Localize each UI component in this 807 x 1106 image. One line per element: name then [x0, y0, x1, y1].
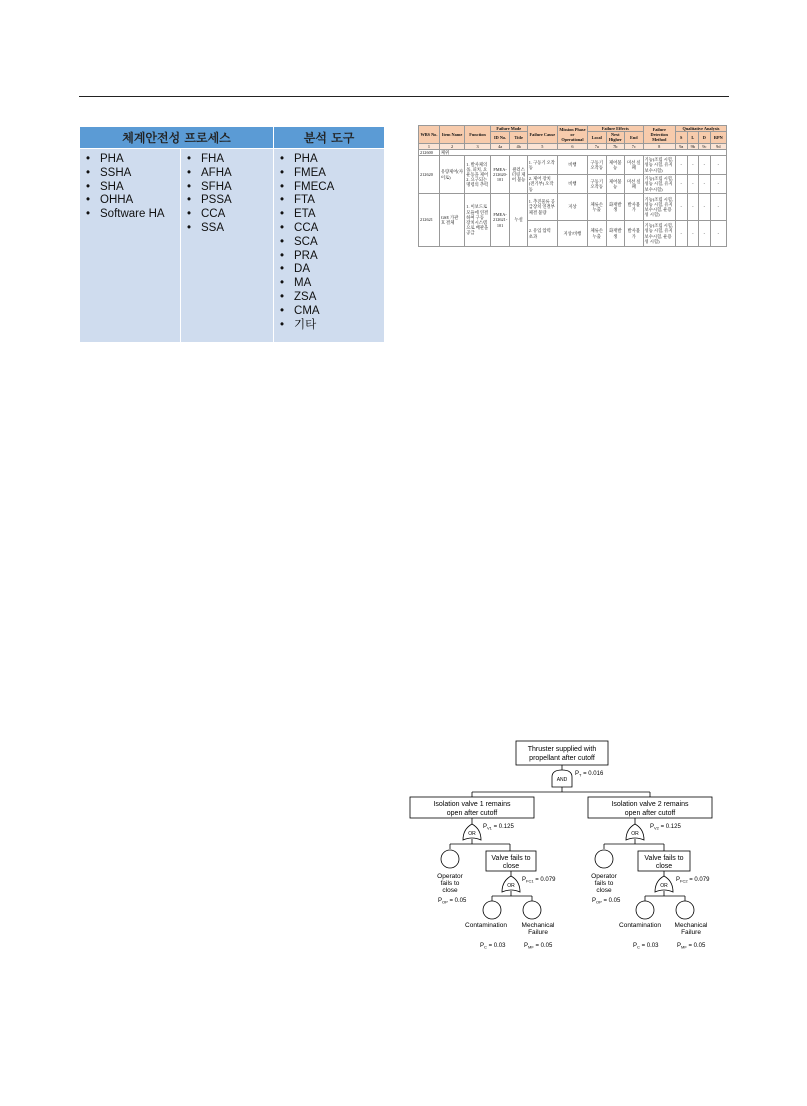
operator-line3: close — [596, 887, 612, 894]
mechanical-basic-event — [523, 901, 541, 919]
fmea-cell: 누설 — [510, 194, 527, 247]
fmea-col-num: 9d — [710, 143, 726, 149]
p-top-label: $P_T = 0.016$ — [575, 771, 604, 778]
p-fc1-label: $P_{FC1} = 0.079$ — [522, 877, 556, 884]
iso2-line1: Isolation valve 2 remains — [611, 801, 689, 808]
fmea-cell: 2. 유입 압력 초과 — [527, 221, 557, 247]
fmea-col-num: 4a — [490, 143, 510, 149]
fmea-cell: 기능(조립 시험, 성능 시험, 유지보수시험, 운용성 시험) — [643, 194, 675, 221]
operator-line2: fails to — [440, 880, 460, 887]
fmea-h-local: Local — [587, 132, 606, 143]
process-item: • Software HA — [86, 208, 180, 222]
fmea-h-failure-mode: Failure Mode — [490, 126, 527, 132]
fmea-table — [418, 125, 727, 247]
contamination-basic-event — [483, 901, 501, 919]
fmea-cell: - — [710, 194, 726, 221]
contamination-label: Contamination — [465, 922, 507, 929]
fmea-col-num: 9c — [699, 143, 711, 149]
or-gate-label: OR — [660, 883, 668, 889]
fmea-cell: 비행 — [557, 175, 587, 194]
fmea-cell: - — [699, 156, 711, 175]
fmea-cell: - — [687, 194, 699, 221]
fmea-cell: 1. 이보드로 모듈에 연결하여 구동 장치시스템으로 배관을 공급 — [465, 194, 490, 247]
p-mf-label: $P_{MF} = 0.05$ — [524, 943, 553, 950]
fmea-cell: 체위 — [439, 149, 726, 155]
fmea-cell: 212600 — [419, 149, 440, 155]
iso1-line1: Isolation valve 1 remains — [433, 801, 511, 808]
iso2-line2: open after cutoff — [624, 810, 676, 817]
p-op-label: $P_{OP} = 0.05$ — [438, 898, 467, 905]
fmea-cell: 212620 — [419, 156, 440, 194]
tool-item: • 기타 — [280, 319, 384, 333]
fmea-cell: 미션 실패 — [625, 175, 644, 194]
tool-item: • FMEA — [280, 167, 384, 181]
fmea-cell: - — [687, 175, 699, 194]
fmea-h-qual: Qualitative Analysis — [675, 126, 726, 132]
valve-fails-line2: close — [655, 863, 673, 870]
fmea-cell: 체류손 누출 — [587, 221, 606, 247]
fmea-cell: 기능(조립 시험, 성능 시험, 유지보수시험) — [643, 175, 675, 194]
fmea-col-num: 5 — [527, 143, 557, 149]
fault-tree-diagram — [400, 735, 720, 960]
fmea-cell: - — [687, 156, 699, 175]
operator-line3: close — [442, 887, 458, 894]
fmea-cell: 발사불가 — [625, 221, 644, 247]
process-item: • PSSA — [187, 194, 273, 208]
fmea-cell: - — [699, 175, 711, 194]
valve-fails-line2: close — [502, 863, 520, 870]
contamination-basic-event — [636, 901, 654, 919]
p-fc2-label: $P_{FC2} = 0.079$ — [676, 877, 710, 884]
fmea-h-effects: Failure Effects — [587, 126, 643, 132]
fmea-cell: 1. 추진물류 공급장치 연결부 체결 불량 — [527, 194, 557, 221]
fmea-h-wbs: WBS No. — [419, 126, 440, 144]
fmea-cell: 제어불능 — [606, 156, 625, 175]
fmea-cell: - — [699, 194, 711, 221]
process-item: • SSHA — [86, 167, 180, 181]
iso1-line2: open after cutoff — [446, 810, 498, 817]
mechanical-line1: Mechanical — [521, 922, 555, 929]
tool-item: • PRA — [280, 250, 384, 264]
fmea-h-title: Title — [510, 132, 527, 143]
fmea-cell: 미션 실패 — [625, 156, 644, 175]
fmea-cell: 화재발생 — [606, 194, 625, 221]
fmea-col-num: 2 — [439, 143, 464, 149]
mechanical-line2: Failure — [681, 929, 701, 936]
valve-fails-line1: Valve fails to — [644, 855, 684, 862]
and-gate-label: AND — [556, 777, 568, 783]
fmea-h-s: S — [675, 132, 687, 143]
fmea-cell: 2. 제어 장치(전기부) 오작동 — [527, 175, 557, 194]
tool-item: • FMECA — [280, 181, 384, 195]
contamination-label: Contamination — [619, 922, 661, 929]
fmea-col-num: 7a — [587, 143, 606, 149]
fmea-h-item: Item Name — [439, 126, 464, 144]
fmea-cell: 212621 — [419, 194, 440, 247]
fmea-h-id: ID No. — [490, 132, 510, 143]
fmea-h-detection: Failure Detection Method — [643, 126, 675, 144]
fmea-cell: 1. 구동기 오작동 — [527, 156, 557, 175]
top-event-line1: Thruster supplied with — [527, 746, 597, 753]
or-gate-label: OR — [468, 831, 476, 837]
fmea-cell: - — [675, 194, 687, 221]
fmea-cell: - — [675, 221, 687, 247]
process-item: • SFHA — [187, 181, 273, 195]
fmea-cell: - — [675, 156, 687, 175]
operator-basic-event — [441, 850, 459, 868]
fmea-cell: - — [675, 175, 687, 194]
header-rule — [79, 96, 729, 97]
fmea-h-next: Next Higher — [606, 132, 625, 143]
fmea-cell: 화재발생 — [606, 221, 625, 247]
tool-item: • SCA — [280, 236, 384, 250]
process-tool-table — [79, 126, 385, 343]
fmea-col-num: 4b — [510, 143, 527, 149]
fmea-cell: - — [710, 175, 726, 194]
fmea-col-num: 1 — [419, 143, 440, 149]
tool-item: • CCA — [280, 222, 384, 236]
process-item: • AFHA — [187, 167, 273, 181]
fmea-col-num: 9b — [687, 143, 699, 149]
fmea-cell: - — [710, 156, 726, 175]
fmea-cell: 제어불능 — [606, 175, 625, 194]
fmea-cell: 지상 — [557, 194, 587, 221]
fmea-h-end: End — [625, 132, 644, 143]
process-column-2 — [181, 149, 274, 343]
fmea-cell: 기능(조립 시험, 성능 시험, 유지보수시험, 운용성 시험) — [643, 221, 675, 247]
operator-line1: Operator — [591, 873, 617, 880]
operator-basic-event — [595, 850, 613, 868]
fmea-col-num: 8 — [643, 143, 675, 149]
tool-item: • FTA — [280, 194, 384, 208]
tool-item: • DA — [280, 263, 384, 277]
fmea-cell: 유량제어(자이로) — [439, 156, 464, 194]
tool-item: • MA — [280, 277, 384, 291]
fmea-cell: - — [699, 221, 711, 247]
fmea-col-num: 7b — [606, 143, 625, 149]
fmea-cell: 지상/비행 — [557, 221, 587, 247]
p-v2-label: $P_{V2} = 0.125$ — [650, 824, 681, 831]
fmea-h-function: Function — [465, 126, 490, 144]
process-item: • PHA — [86, 153, 180, 167]
mechanical-line2: Failure — [528, 929, 548, 936]
fmea-cell: 기능(조립 시험, 성능 시험, 유지보수시험) — [643, 156, 675, 175]
tool-item: • PHA — [280, 153, 384, 167]
fmea-cell: 구동기 오작동 — [587, 175, 606, 194]
process-item: • SSA — [187, 222, 273, 236]
process-item: • SHA — [86, 181, 180, 195]
fmea-cell: FMEA-212621-101 — [490, 194, 510, 247]
process-column-1 — [80, 149, 181, 343]
fmea-h-rpn: RPN — [710, 132, 726, 143]
p-v1-label: $P_{V1} = 0.125$ — [483, 824, 514, 831]
fmea-h-d: D — [699, 132, 711, 143]
process-item: • FHA — [187, 153, 273, 167]
tool-item: • CMA — [280, 305, 384, 319]
fmea-col-num: 6 — [557, 143, 587, 149]
p-mf-label: $P_{MF} = 0.05$ — [677, 943, 706, 950]
or-gate-label: OR — [631, 831, 639, 837]
valve-fails-line1: Valve fails to — [491, 855, 531, 862]
tools-header: 분석 도구 — [274, 127, 385, 149]
fmea-cell: 1. 발사체의 롤, 피치, 요 운동을 제어 2. 요구되는 명령의 추력 — [465, 156, 490, 194]
process-header: 체계안전성 프로세스 — [80, 127, 274, 149]
fmea-cell: 클러스터링 제어 불능 — [510, 156, 527, 194]
fmea-h-phase: Mission Phase or Operational — [559, 126, 586, 142]
tool-item: • ZSA — [280, 291, 384, 305]
fmea-col-num: 9a — [675, 143, 687, 149]
fmea-cell: - — [687, 221, 699, 247]
fmea-cell: FMEA-212620-101 — [490, 156, 510, 194]
p-c-label: $P_C = 0.03$ — [633, 943, 659, 950]
tool-item: • ETA — [280, 208, 384, 222]
operator-line2: fails to — [594, 880, 614, 887]
operator-line1: Operator — [437, 873, 463, 880]
mechanical-basic-event — [676, 901, 694, 919]
mechanical-line1: Mechanical — [674, 922, 708, 929]
fmea-cell: 구동기 오작동 — [587, 156, 606, 175]
tools-column — [274, 149, 385, 343]
fmea-cell: - — [710, 221, 726, 247]
fmea-cell: 체류손 누출 — [587, 194, 606, 221]
fmea-cell: 비행 — [557, 156, 587, 175]
p-c-label: $P_C = 0.03$ — [480, 943, 506, 950]
fmea-h-cause: Failure Cause — [527, 126, 557, 144]
p-op-label: $P_{OP} = 0.05$ — [592, 898, 621, 905]
fmea-col-num: 3 — [465, 143, 490, 149]
fmea-cell: 발사불가 — [625, 194, 644, 221]
top-event-line2: propellant after cutoff — [529, 755, 595, 762]
process-item: • CCA — [187, 208, 273, 222]
fmea-h-l: L — [687, 132, 699, 143]
process-item: • OHHA — [86, 194, 180, 208]
fmea-col-num: 7c — [625, 143, 644, 149]
fmea-cell: GSE 가관 호 결체 — [439, 194, 464, 247]
or-gate-label: OR — [507, 883, 515, 889]
